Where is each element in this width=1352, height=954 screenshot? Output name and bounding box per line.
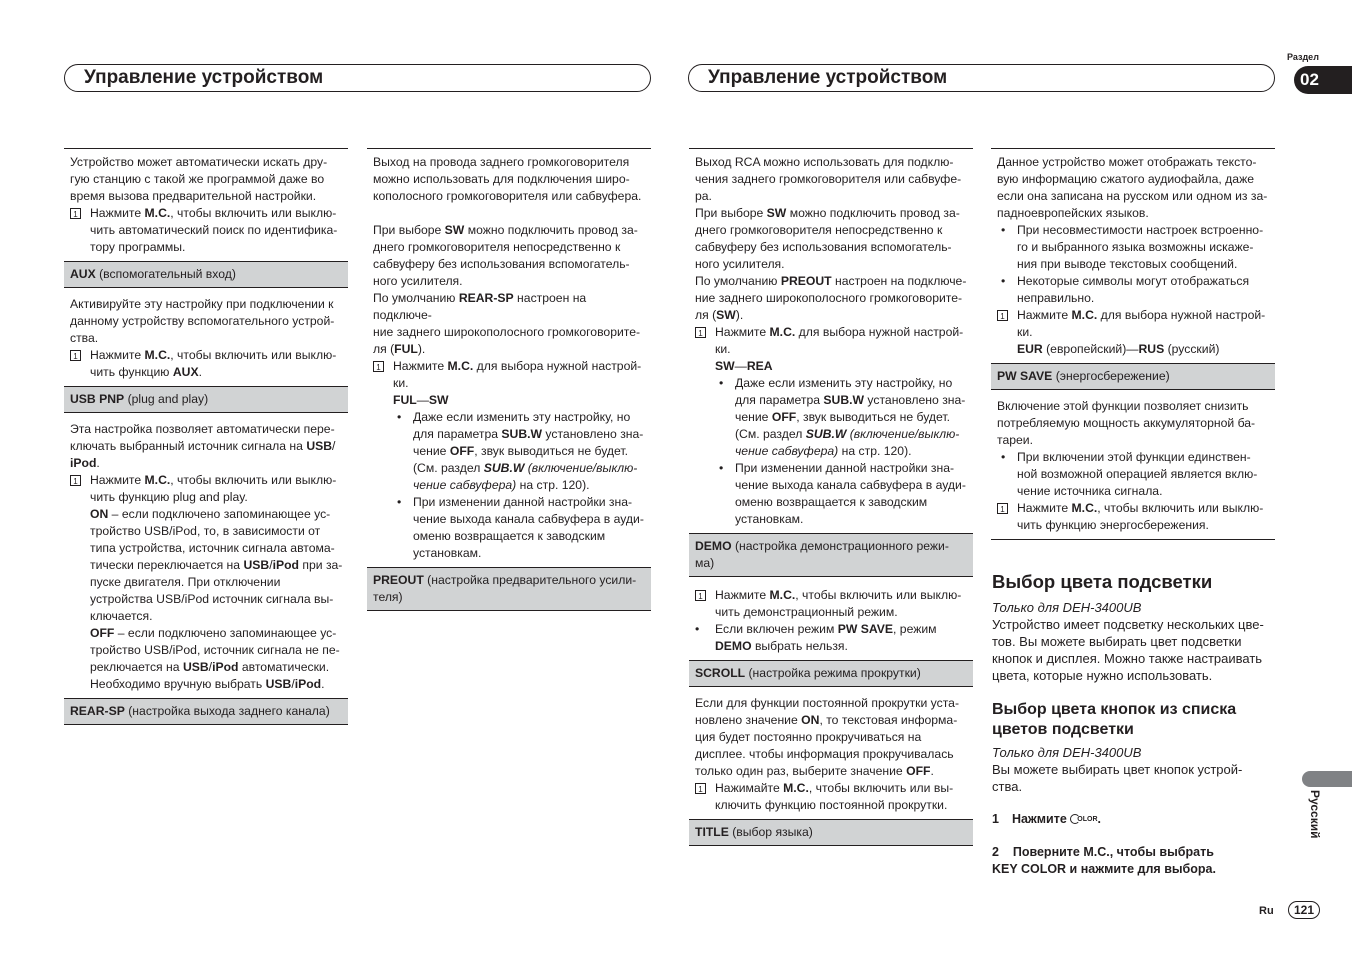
text: (См. раздел [735,427,806,441]
text: на стр. 120). [838,444,912,458]
key-name: SUB.W [823,393,865,407]
key-name: M.C. [447,359,474,373]
bullet-item [373,494,646,562]
text-line: Некоторые символы могут отображаться [1017,274,1250,288]
subsection-heading: Выбор цвета кнопок из списка [992,701,1237,718]
text: для параметра [413,427,502,441]
text-line: чение выхода канала сабвуфера в ауди- [735,478,966,492]
text: (европейский) [1042,342,1127,356]
step-number: 1 [992,812,999,826]
key-name: M.C. [769,588,796,602]
text-line: Выход RCA можно использовать для подклю- [695,155,954,169]
setting-bar-preout [367,567,651,611]
section-label: Раздел [1287,52,1319,62]
step [695,587,968,621]
setting-desc: ма) [695,556,715,570]
text-line: неправильно. [1017,291,1095,305]
key-name: USB [182,660,209,674]
key-name: OFF [906,764,931,778]
text: При выборе [695,206,767,220]
bullet-item [695,375,968,460]
step [997,307,1270,358]
setting-name: PW SAVE [997,369,1053,383]
text-line: Активируйте эту настройку при подключении к [70,297,334,311]
key-name: M.C. [769,325,796,339]
text: при за- [298,558,343,572]
key-name: AUX [172,365,199,379]
option: REA [746,359,773,373]
separator: — [416,393,429,407]
key-name: iPod [70,456,97,470]
text-line: ки. [1017,325,1033,339]
link-ref: (включение/выклю- [846,427,960,441]
setting-bar-aux [64,261,348,288]
step [997,500,1270,534]
column-1 [64,148,348,725]
text: (русский) [1164,342,1220,356]
setting-name: SCROLL [695,666,746,680]
step-number: 1 [695,590,706,601]
text: / [208,660,213,674]
step-2: 2 Поверните M.C., чтобы выбрать [992,845,1214,860]
text: Необходимо вручную выбрать [90,677,266,691]
option: EUR [1017,342,1043,356]
text: чение [735,410,772,424]
column-3 [689,148,973,846]
text-line: ного усилителя. [695,257,785,271]
text-line: чить демонстрационный режим. [715,605,898,619]
setting-name: USB PNP [70,392,125,406]
text: тически переключается на [90,558,244,572]
text: , звук выводиться не будет. [796,410,951,424]
page-number: 121 [1288,901,1320,919]
key-name: USB [265,677,292,691]
text-line: вую информацию сжатого аудиофайла, даже [997,172,1255,186]
text-line: гую станцию с такой же программой даже во [70,172,325,186]
setting-bar-title [689,819,973,846]
text-line: го и выбранного языка возможны искаже- [1017,240,1254,254]
step-number: 1 [997,310,1008,321]
setting-desc: (вспомогательный вход) [95,267,236,281]
setting-name: TITLE [695,825,729,839]
text: , чтобы включить или выклю- [795,588,962,602]
text: можно подключить провод за- [464,223,638,237]
text-line: ства. [992,779,1023,794]
text-line: Даже если изменить эту настройку, но [413,410,631,424]
text: Нажмите [393,359,448,373]
setting-desc: (энергосбережение) [1052,369,1170,383]
step [70,205,343,256]
page-header-left [64,64,651,92]
setting-desc: (настройка выхода заднего канала) [124,704,330,718]
text-line: Данное устройство может отображать тексто- [997,155,1257,169]
text-line: чить автоматический поиск по идентифика- [90,223,338,237]
text-line: тору программы. [90,240,186,254]
text-line: ключить функцию постоянной прокрутки. [715,798,948,812]
step-1 [992,811,1275,828]
text: . [198,365,202,379]
step-number: 1 [70,208,81,219]
step [70,347,343,381]
text: По умолчанию [373,291,459,305]
option: SW [428,393,449,407]
text: автоматически. [238,660,330,674]
text-line: кополосного громкоговорителя или сабвуфера. [373,189,642,203]
key-name: M.C. [783,781,809,795]
key-name: M.C. [1071,501,1098,515]
text: ля ( [373,342,395,356]
text-line: ра. [695,189,712,203]
text: Если включен режим [715,622,838,636]
text-line: ного усилителя. [373,274,463,288]
setting-name: DEMO [695,539,732,553]
text: можно подключить провод за- [786,206,960,220]
bullet: • [695,622,700,636]
text: . [321,677,325,691]
text: По умолчанию [695,274,781,288]
text-line: Даже если изменить эту настройку, но [735,376,953,390]
text: , режим [893,622,937,636]
text: установлено зна- [542,427,644,441]
text-line: чить функцию plug and play. [90,490,248,504]
text: , чтобы включить или выклю- [1097,501,1264,515]
text-line: оменю возвращается к заводским [735,495,928,509]
text-line: днего громкоговорителя непосредственно к [373,240,621,254]
key-name: USB [243,558,270,572]
text-line: Устройство имеет подсветку нескольких цве- [992,617,1264,632]
text-line: чение источника сигнала. [1017,484,1163,498]
text-line: При несовместимости настроек встроенно- [1017,223,1264,237]
text: – если подключено запоминающее ус- [108,507,331,521]
text: выбрать нельзя. [751,639,848,653]
setting-desc: (настройка демонстрационного режи- [731,539,949,553]
setting-bar-usb [64,386,348,413]
text: Нажмите [90,348,145,362]
key-name: ON [801,713,820,727]
text-line: ки. [393,376,409,390]
text: , то текстовая информа- [819,713,958,727]
text: . [96,456,100,470]
step-number: 1 [70,350,81,361]
text-line: тов. Вы можете выбирать цвет подсветки [992,634,1242,649]
step-number: 1 [373,361,384,372]
bullet-item [695,460,968,528]
bullet-item [997,449,1270,500]
text-line: Выход на провода заднего громкоговорителя [373,155,630,169]
step [373,358,646,409]
key-name: OFF [771,410,797,424]
text-line: ние заднего широкополосного громкоговорите- [695,291,963,305]
setting-desc: (настройка предварительного усили- [423,573,637,587]
key-name: ON [90,507,109,521]
key-name: iPod [272,558,299,572]
text-line: тройство USB/iPod, источник сигнала не пе- [90,643,340,657]
key-name: SW [716,308,736,322]
key-name: SW [766,206,787,220]
text-block [367,148,651,567]
step-2-cont: KEY COLOR и нажмите для выбора. [992,862,1216,877]
text: ключать выбранный источник сигнала на [70,439,307,453]
text-block [689,687,973,819]
bullet: • [719,461,724,475]
key-name: OFF [449,444,475,458]
text-block [64,288,348,386]
text: чить функцию [90,365,173,379]
key-name: PW SAVE [837,622,894,636]
text-line: чение выхода канала сабвуфера в ауди- [413,512,644,526]
text-line: тройство USB/iPod, то, в зависимости от [90,524,321,538]
text-line: дисплее. чтобы информация прокручивалась [695,747,954,761]
language-tab [1302,771,1352,787]
setting-name: AUX [70,267,96,281]
text-line: падноевропейских языков. [997,206,1149,220]
text-line: типа устройства, источник сигнала автома- [90,541,335,555]
text: ля ( [695,308,717,322]
separator: — [734,359,747,373]
text: для выбора нужной настрой- [473,359,642,373]
text-line: ной возможной операцией является вклю- [1017,467,1258,481]
text: Нажмите [1017,501,1072,515]
bullet-item [997,273,1270,307]
bullet: • [397,410,402,424]
step [695,324,968,375]
text: только один раз, выберите значение [695,764,907,778]
key-name: M.C. [144,348,171,362]
bullet: • [1001,450,1006,464]
text-line: сабвуферу без использования вспомогатель- [695,240,952,254]
column-4 [991,148,1275,878]
link-ref: SUB.W [805,427,847,441]
text-line: ция будет постоянно прокручиваться на [695,730,922,744]
separator: — [1126,342,1139,356]
bullet: • [719,376,724,390]
key-name: FUL [394,342,418,356]
bullet: • [397,495,402,509]
section-heading: Выбор цвета подсветки [992,571,1213,592]
text: / [291,677,295,691]
text-line: Устройство может автоматически искать дру- [70,155,328,169]
text: Нажмите [715,588,770,602]
language-label: Русский [1308,790,1322,839]
text-line: оменю возвращается к заводским [413,529,606,543]
step-number: 1 [695,783,706,794]
text-block [64,148,348,261]
header-title: Управление устройством [84,67,324,88]
step-number: 1 [997,503,1008,514]
key-name: PREOUT [780,274,832,288]
text-line: потребляемую мощность аккумуляторной ба- [997,416,1256,430]
text: (См. раздел [413,461,484,475]
text: Нажимайте [715,781,784,795]
text-line: чения заднего громкоговорителя или сабвуфе- [695,172,962,186]
subsection-heading: цветов подсветки [992,721,1134,738]
key-name: SW [444,223,465,237]
key-name: USB [306,439,333,453]
text: , чтобы включить или выклю- [170,206,337,220]
link-ref: чение сабвуфера) [413,478,517,492]
text: настроен на подключе- [373,291,587,322]
text-line: ства. [70,331,99,345]
setting-desc: (выбор языка) [728,825,813,839]
setting-bar-rear-sp [64,698,348,725]
text-line: установкам. [413,546,482,560]
text-line: пуске двигателя. При отключении [90,575,281,589]
text: ). [417,342,426,356]
text: / [269,558,273,572]
bullet-item [373,409,646,494]
text: / [332,439,336,453]
link-ref: чение сабвуфера) [735,444,839,458]
text: , чтобы включить или выклю- [170,473,337,487]
key-name: DEMO [715,639,752,653]
text-line: Включение этой функции позволяет снизить [997,399,1249,413]
text-line: чить функцию энергосбережения. [1017,518,1209,532]
text-line: днего громкоговорителя непосредственно к [695,223,943,237]
text-line: При включении этой функции единствен- [1017,450,1251,464]
section-badge: 02 [1294,66,1352,94]
text: . [930,764,934,778]
setting-bar-pw-save [991,363,1275,390]
text: установлено зна- [864,393,966,407]
text-block [64,413,348,698]
text: Нажмите [90,473,145,487]
text: Нажмите [1017,308,1072,322]
text: , звук выводиться не будет. [474,444,629,458]
header-title: Управление устройством [708,67,948,88]
text-block [689,148,973,533]
text-line: если она записана на русском или одном из за- [997,189,1268,203]
text-line: При изменении данной настройки зна- [735,461,955,475]
text-line: Эта настройка позволяет автоматически пере- [70,422,335,436]
bullet: • [1001,223,1006,237]
text-line: тареи. [997,433,1033,447]
step [695,780,968,814]
setting-bar-demo [689,533,973,577]
text-block [991,148,1275,363]
key-name: OFF [90,626,115,640]
key-name: M.C. [144,473,171,487]
text-block [689,577,973,660]
text: . [1097,812,1101,826]
text: , чтобы включить или вы- [808,781,954,795]
text-line: ключается. [90,609,153,623]
setting-desc: (plug and play) [124,392,209,406]
text-line: устройства USB/iPod источник сигнала вы- [90,592,334,606]
text: При выборе [373,223,445,237]
link-ref: SUB.W [483,461,525,475]
key-name: M.C. [144,206,171,220]
text-line: время вызова предварительной настройки. [70,189,317,203]
text: – если подключено запоминающее ус- [114,626,337,640]
text: для выбора нужной настрой- [795,325,964,339]
bullet-item [997,222,1270,273]
text: настроен на подключе- [831,274,967,288]
text: Нажмите [90,206,145,220]
step-number: 1 [70,475,81,486]
text: реключается на [90,660,183,674]
text-line: ки. [715,342,731,356]
text: новлено значение [695,713,802,727]
bullet-item [695,621,968,655]
setting-name: REAR-SP [70,704,125,718]
bullet: • [1001,274,1006,288]
key-name: SUB.W [501,427,543,441]
text: на стр. 120). [516,478,590,492]
text-line: данному устройству вспомогательного устрой- [70,314,335,328]
page-header-right [688,64,1275,92]
text-line: кнопок и дисплея. Можно также настраивать [992,651,1263,666]
text: для параметра [735,393,824,407]
text: Нажмите [715,325,770,339]
text-line: ния при выводе текстовых сообщений. [1017,257,1238,271]
link-ref: (включение/выклю- [524,461,638,475]
text: чение [413,444,450,458]
setting-desc: (настройка режима прокрутки) [745,666,921,680]
key-name: iPod [294,677,322,691]
text: Нажмите [1011,812,1071,826]
text-block [991,390,1275,540]
text: , чтобы включить или выклю- [170,348,337,362]
icon-text: OLOR [1077,816,1098,824]
step-number: 1 [695,327,706,338]
setting-name: PREOUT [373,573,424,587]
text-line: При изменении данной настройки зна- [413,495,633,509]
setting-desc: теля) [373,590,403,604]
model-note: Только для DEH-3400UB [992,745,1142,760]
text-line: цвета, которые нужно использовать. [992,668,1213,683]
color-button-icon [1070,811,1097,828]
model-note: Только для DEH-3400UB [992,600,1142,615]
text-line: сабвуферу без использования вспомогатель- [373,257,630,271]
key-name: iPod [212,660,239,674]
step [70,472,343,693]
option: RUS [1138,342,1165,356]
key-name: M.C. [1071,308,1098,322]
setting-bar-scroll [689,660,973,687]
text-line: Если для функции постоянной прокрутки уста- [695,696,960,710]
option: SW [715,359,735,373]
text-line: ние заднего широкополосного громкоговорите- [373,325,641,339]
text: ). [735,308,744,322]
lang-code: Ru [1259,905,1274,917]
text-line: можно использовать для подключения широ- [373,172,630,186]
text: для выбора нужной настрой- [1097,308,1266,322]
text-line: Вы можете выбирать цвет кнопок устрой- [992,762,1243,777]
column-2 [367,148,651,611]
key-name: REAR-SP [458,291,514,305]
option: FUL [393,393,417,407]
text-line: установкам. [735,512,804,526]
